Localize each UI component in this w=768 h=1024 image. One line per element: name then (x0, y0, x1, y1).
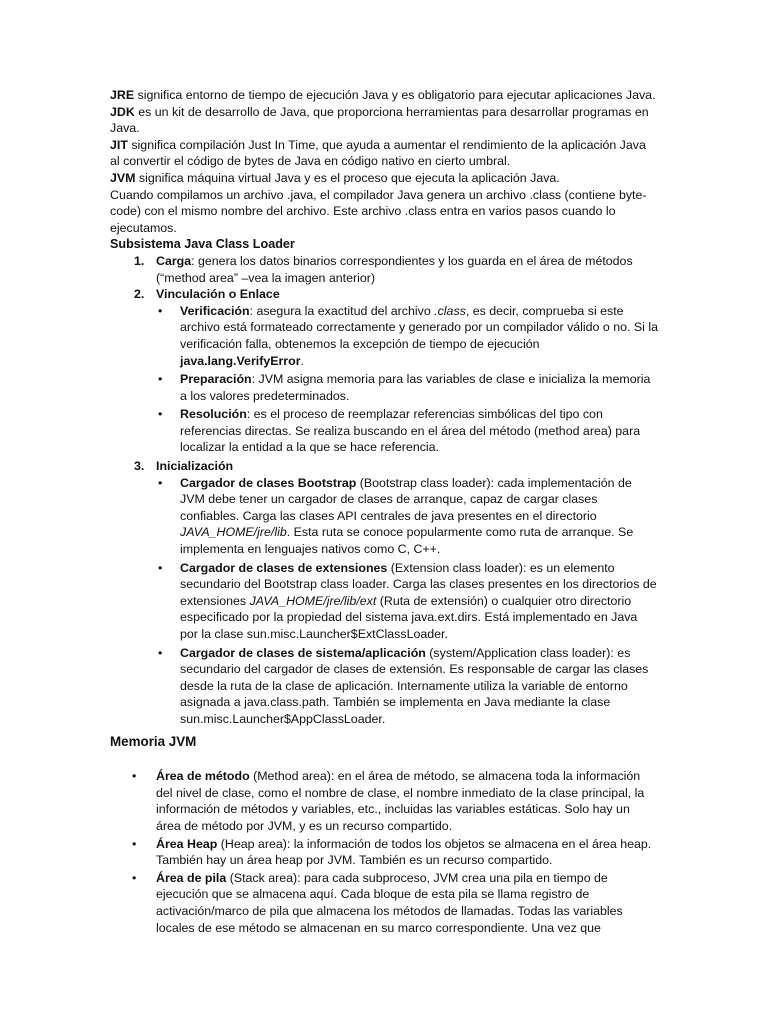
intro-jre (110, 87, 658, 104)
step-carga (134, 253, 658, 286)
bullet-icon: • (158, 560, 163, 575)
bullet-sistema (158, 645, 658, 728)
intro-jit-text: significa compilación Just In Time, que ayuda a aumentar el rendimiento de la aplicación Java al convertir el código de bytes de Java en código nativo en cierto umbral. (110, 137, 646, 169)
document-page (110, 87, 658, 937)
memory-item-heap (132, 836, 658, 869)
bullet-resolucion (158, 406, 658, 456)
bullet-text: (Ruta de extensión) o cualquier otro directorio especificado por la propiedad del sistema java.ext.dirs. Está implementado en Java por la clase sun.misc.Launcher$ExtClassLoader. (180, 593, 638, 641)
ext-path: JAVA_HOME/jre/lib/ext (249, 593, 377, 608)
memory-text: (Method area): en el área de método, se almacena toda la información del nivel de clase, como el nombre de clase, el nombre inmediato de la clase principal, la información de métodos y variables, etc., incluidas las variables estáticas. Solo hay un área de método por JVM, y es un recurso compartido. (156, 769, 645, 833)
intro-jdk-text: es un kit de desarrollo de Java, que proporciona herramientas para desarrollar programas en Java. (110, 104, 649, 136)
bullet-icon: • (158, 407, 163, 422)
step-vinculacion (134, 286, 658, 456)
bullet-text: (system/Application class loader): es secundario del cargador de clases de extensión. Es responsable de cargar las clases desde la ruta de la clase de aplicación. Internamente utiliza la variable de entorno asignada a java.class.path. También se implementa en Java mediante la clase sun.misc.Launcher$AppClassLoader. (180, 645, 649, 726)
step-title: Inicialización (156, 459, 234, 474)
term-preparacion: Preparación (180, 372, 252, 387)
bullet-icon: • (158, 303, 163, 318)
term-jit: JIT (110, 137, 128, 152)
bullet-icon: • (132, 870, 137, 885)
term-area-pila: Área de pila (156, 870, 227, 885)
class-ext-italic: .class (434, 303, 466, 318)
step-text: : genera los datos binarios correspondientes y los guarda en el área de métodos (“method area” –vea la imagen anterior) (156, 253, 633, 285)
class-loader-heading: Subsistema Java Class Loader (110, 237, 295, 252)
compile-paragraph: Cuando compilamos un archivo .java, el compilador Java genera un archivo .class (contiene byte-code) con el mismo nombre del archivo. Este archivo .class entra en varios pasos cuando lo ejecutamos. (110, 187, 647, 235)
bullet-icon: • (132, 836, 137, 851)
bullet-bootstrap (158, 475, 658, 558)
term-area-heap: Área Heap (156, 836, 218, 851)
linking-bullets (156, 303, 658, 456)
step-number: 3. (134, 459, 145, 474)
term-sistema: Cargador de clases de sistema/aplicación (180, 645, 426, 660)
bullet-text: . (300, 353, 304, 368)
bullet-extensiones (158, 560, 658, 643)
bullet-text: , es decir, comprueba si este archivo está formateado correctamente y generado por un compilador válido o no. Si la verificación falla, obtenemos la excepción de tiempo de ejecución (180, 303, 658, 351)
bullet-verificacion (158, 303, 658, 369)
term-jvm: JVM (110, 170, 136, 185)
term-bootstrap: Cargador de clases Bootstrap (180, 475, 357, 490)
step-title: Carga (156, 253, 192, 268)
term-area-metodo: Área de método (156, 769, 250, 784)
bullet-icon: • (158, 475, 163, 490)
intro-jdk (110, 104, 658, 137)
bullet-text: (Extension class loader): es un elemento secundario del Bootstrap class loader. Carga las clases presentes en los directorios de extensiones (180, 560, 657, 608)
memory-text: (Stack area): para cada subproceso, JVM crea una pila en tiempo de ejecución que se almacena aquí. Cada bloque de esta pila se llama registro de activación/marco de pila que almacena los métodos de llamadas. Todas las variables locales de ese método se almacenan en su marco correspondiente. Una vez que (156, 870, 623, 935)
step-number: 2. (134, 287, 145, 302)
bullet-icon: • (132, 769, 137, 784)
step-title: Vinculación o Enlace (156, 287, 280, 302)
intro-jit (110, 137, 658, 170)
memory-item-method-area (132, 768, 658, 834)
memory-list (110, 768, 658, 936)
bullet-preparacion (158, 371, 658, 404)
bullet-text: (Bootstrap class loader): cada implementación de JVM debe tener un cargador de clases de arranque, capaz de cargar clases confiables. Carga las clases API centrales de java presentes en el directorio (180, 475, 632, 523)
term-jre: JRE (110, 88, 135, 102)
term-extensiones: Cargador de clases de extensiones (180, 560, 388, 575)
init-bullets (156, 475, 658, 728)
intro-jvm (110, 170, 658, 187)
intro-jvm-text: significa máquina virtual Java y es el proceso que ejecuta la aplicación Java. (135, 170, 560, 185)
bullet-icon: • (158, 372, 163, 387)
class-loader-steps (110, 253, 658, 728)
bullet-text: . Esta ruta se conoce popularmente como ruta de arranque. Se implementa en lenguajes nativos como C, C++. (180, 525, 634, 557)
step-number: 1. (134, 253, 145, 268)
term-jdk: JDK (110, 104, 135, 119)
memory-heading: Memoria JVM (110, 733, 197, 749)
term-verificacion: Verificación (180, 303, 250, 318)
bullet-icon: • (158, 645, 163, 660)
term-resolucion: Resolución (180, 407, 247, 422)
boot-path: JAVA_HOME/jre/lib (180, 525, 287, 540)
memory-text: (Heap area): la información de todos los objetos se almacena en el área heap. También hay un área heap por JVM. También es un recurso compartido. (156, 836, 652, 868)
step-inicializacion (134, 458, 658, 728)
intro-jre-text: significa entorno de tiempo de ejecución Java y es obligatorio para ejecutar aplicaciones Java. (134, 88, 656, 102)
memory-item-stack (132, 870, 658, 936)
bullet-text: : asegura la exactitud del archivo (249, 303, 435, 318)
bullet-text: : JVM asigna memoria para las variables de clase e inicializa la memoria a los valores predeterminados. (180, 372, 651, 403)
bullet-text: : es el proceso de reemplazar referencias simbólicas del tipo con referencias directas. Se realiza buscando en el área del método (method area) para localizar la entidad a la que se hace referencia. (180, 407, 641, 455)
verify-error-name: java.lang.VerifyError (180, 353, 301, 368)
